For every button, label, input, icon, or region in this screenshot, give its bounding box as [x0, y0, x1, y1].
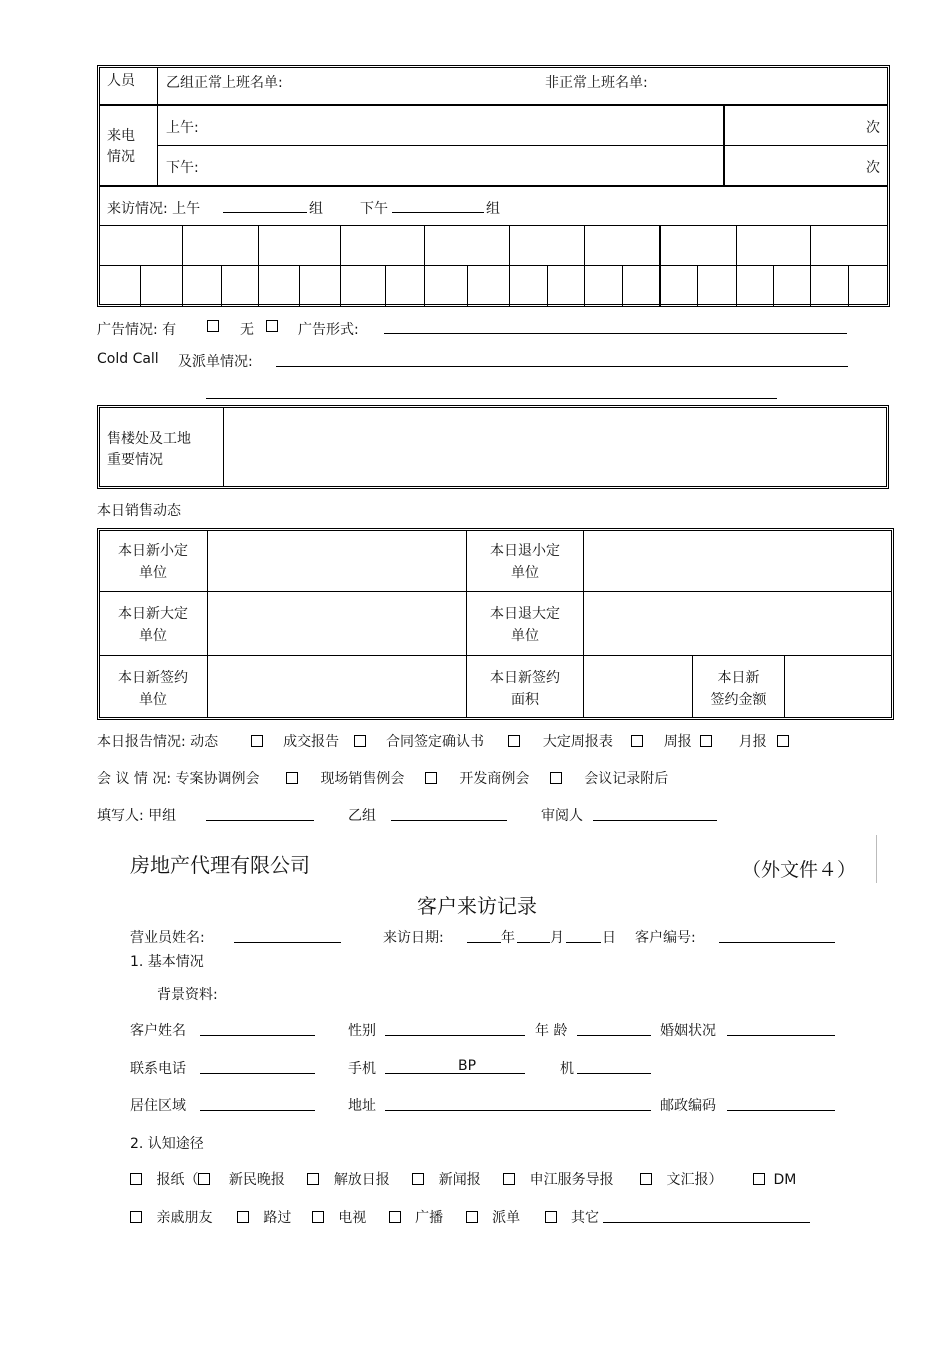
visits-morning-unit: 组	[309, 201, 323, 217]
section1-title: 1. 基本情况	[130, 954, 204, 970]
section2-title: 2. 认知途径	[130, 1136, 204, 1152]
form-title: 客户来访记录	[417, 894, 537, 918]
grid-col	[736, 226, 737, 306]
row-divider	[99, 185, 888, 187]
afternoon-calls-label: 下午:	[166, 160, 199, 176]
report-monthly-checkbox[interactable]	[777, 735, 789, 747]
marital-label: 婚姻状况	[660, 1023, 716, 1039]
return-small-deposit-label	[467, 540, 583, 584]
grid-col	[848, 266, 849, 306]
row-divider	[99, 591, 892, 592]
channel-label: 文汇报）	[666, 1172, 723, 1188]
cell-line: 本日新小定	[118, 543, 188, 559]
signing-area-label	[467, 667, 583, 711]
grid-col	[258, 226, 259, 306]
report-weekly-checkbox[interactable]	[700, 735, 712, 747]
day-label: 日	[602, 930, 616, 946]
visits-afternoon-label: 下午	[360, 201, 388, 217]
attachment-label: （外文件４）	[742, 859, 857, 881]
visit-date-label: 来访日期:	[383, 930, 444, 946]
radio-checkbox[interactable]	[389, 1211, 401, 1223]
visits-afternoon-unit: 组	[486, 201, 500, 217]
visits-morning-blank[interactable]	[223, 212, 307, 213]
grid-col	[697, 266, 698, 306]
channel-label: 解放日报	[333, 1172, 390, 1188]
meeting-developer-checkbox[interactable]	[550, 772, 562, 784]
company-name: 房地产代理有限公司	[130, 853, 310, 877]
personnel-label: 人员	[107, 73, 135, 89]
visits-afternoon-blank[interactable]	[392, 212, 484, 213]
site-situation-box	[97, 405, 889, 489]
morning-times-unit: 次	[866, 120, 880, 136]
grid-col	[385, 266, 386, 306]
col-divider	[223, 407, 224, 487]
report-item: 成交报告	[283, 734, 340, 750]
phone-label: 联系电话	[130, 1061, 186, 1077]
age-blank[interactable]	[577, 1035, 651, 1036]
jiefang-checkbox[interactable]	[307, 1173, 319, 1185]
report-weekly-big-checkbox[interactable]	[631, 735, 643, 747]
grid-col	[810, 226, 811, 306]
year-label: 年	[501, 930, 515, 946]
visits-label: 来访情况: 上午	[107, 201, 201, 217]
channels-row-2	[130, 1207, 599, 1227]
gender-label: 性别	[348, 1023, 376, 1039]
meeting-item: 会议记录附后	[584, 771, 669, 787]
cell-line: 本日新	[717, 670, 760, 686]
grid-col	[182, 226, 183, 306]
salesperson-blank[interactable]	[234, 942, 341, 943]
channel-label: 路过	[263, 1210, 292, 1226]
client-no-label: 客户编号:	[635, 930, 696, 946]
other-blank[interactable]	[603, 1222, 810, 1223]
channel-label: 新民晚报	[228, 1172, 285, 1188]
postcode-label: 邮政编码	[660, 1098, 716, 1114]
grid-col	[467, 266, 468, 306]
grid-col	[299, 266, 300, 306]
background-label: 背景资料:	[157, 987, 218, 1003]
machine-label: 机	[560, 1061, 574, 1077]
report-line	[97, 731, 789, 751]
ads-form-blank[interactable]	[384, 333, 847, 334]
col-divider	[723, 105, 725, 185]
newspaper-checkbox[interactable]	[130, 1173, 142, 1185]
afternoon-times-unit: 次	[866, 160, 880, 176]
ads-form-label: 广告形式:	[298, 322, 359, 338]
report-dynamic-checkbox[interactable]	[251, 735, 263, 747]
cold-call-blank-2[interactable]	[206, 398, 777, 399]
meeting-item: 开发商例会	[459, 771, 530, 787]
mobile-blank[interactable]	[385, 1073, 525, 1074]
xinmin-checkbox[interactable]	[198, 1173, 210, 1185]
ads-yes-checkbox[interactable]	[207, 320, 219, 332]
return-big-deposit-label	[467, 603, 583, 647]
ads-no-checkbox[interactable]	[266, 320, 278, 332]
grid-col	[424, 226, 425, 306]
cell-line: 本日退小定	[490, 543, 560, 559]
salesperson-label: 营业员姓名:	[130, 930, 205, 946]
flyer-label: 及派单情况:	[178, 354, 253, 370]
cold-call-blank[interactable]	[276, 366, 848, 367]
new-signing-label	[99, 667, 207, 711]
grid-col	[509, 226, 510, 306]
grid-col	[340, 226, 341, 306]
channel-label: 电视	[338, 1210, 367, 1226]
ads-no-label: 无	[240, 322, 254, 338]
new-big-deposit-label	[99, 603, 207, 647]
group-b-label: 乙组	[348, 808, 376, 824]
cell-line: 本日退大定	[490, 606, 560, 622]
site-label-line1: 售楼处及工地	[107, 431, 191, 447]
bp-label: BP	[458, 1058, 477, 1074]
row-divider	[99, 265, 888, 266]
marital-blank[interactable]	[727, 1035, 835, 1036]
wenhui-checkbox[interactable]	[640, 1173, 652, 1185]
cell-line: 签约金额	[710, 692, 767, 708]
district-blank[interactable]	[200, 1110, 315, 1111]
report-item: 合同签定确认书	[385, 734, 484, 750]
channel-label: 其它	[570, 1210, 599, 1226]
cell-line: 本日新签约	[118, 670, 188, 686]
district-label: 居住区域	[130, 1098, 186, 1114]
abnormal-list-label: 非正常上班名单:	[545, 75, 648, 91]
phone-blank[interactable]	[200, 1073, 315, 1074]
cold-call-label: Cold Call	[97, 351, 159, 367]
row-divider	[157, 145, 888, 146]
meeting-onsite-checkbox[interactable]	[425, 772, 437, 784]
report-contract-checkbox[interactable]	[508, 735, 520, 747]
xinwen-checkbox[interactable]	[412, 1173, 424, 1185]
col-divider	[784, 656, 785, 718]
age-label: 年 龄	[535, 1023, 568, 1039]
cell-line: 单位	[139, 565, 167, 581]
meeting-line	[97, 768, 668, 788]
col-divider	[207, 530, 208, 718]
new-small-deposit-label	[99, 540, 207, 584]
address-label: 地址	[348, 1098, 376, 1114]
flyer-checkbox[interactable]	[466, 1211, 478, 1223]
day-blank[interactable]	[566, 942, 601, 943]
meeting-item: 现场销售例会	[320, 771, 405, 787]
report-item: 月报	[738, 734, 767, 750]
signing-amount-label	[693, 667, 784, 711]
reviewer-blank[interactable]	[593, 820, 717, 821]
filled-by-label: 填写人: 甲组	[97, 808, 177, 824]
cell-line: 单位	[511, 565, 539, 581]
site-label-line2: 重要情况	[107, 452, 163, 468]
row-divider	[99, 655, 892, 656]
client-name-blank[interactable]	[200, 1035, 315, 1036]
sales-section-title: 本日销售动态	[97, 503, 181, 519]
bp-blank[interactable]	[577, 1073, 651, 1074]
morning-calls-label: 上午:	[166, 120, 199, 136]
channel-label: 报纸（	[156, 1172, 199, 1188]
shenjiang-checkbox[interactable]	[503, 1173, 515, 1185]
group-b-blank[interactable]	[391, 820, 507, 821]
client-name-label: 客户姓名	[130, 1023, 186, 1039]
report-deal-checkbox[interactable]	[354, 735, 366, 747]
col-divider	[157, 67, 158, 185]
ads-label: 广告情况: 有	[97, 322, 177, 338]
channel-label: 申江服务导报	[529, 1172, 614, 1188]
col-divider	[583, 530, 584, 718]
grid-col	[584, 226, 585, 306]
grid-col	[659, 226, 661, 306]
edge-mark	[876, 835, 877, 883]
normal-list-label: 乙组正常上班名单:	[166, 75, 283, 91]
grid-col	[622, 266, 623, 306]
channel-label: 派单	[492, 1210, 521, 1226]
report-label: 本日报告情况: 动态	[97, 734, 219, 750]
month-blank[interactable]	[517, 942, 550, 943]
row-divider	[99, 104, 888, 106]
grid-col	[773, 266, 774, 306]
address-blank[interactable]	[385, 1110, 651, 1111]
channel-label: 亲戚朋友	[156, 1210, 213, 1226]
dm-checkbox[interactable]	[753, 1173, 765, 1185]
meeting-label: 会 议 情 况: 专案协调例会	[97, 771, 260, 787]
grid-col	[221, 266, 222, 306]
tv-checkbox[interactable]	[312, 1211, 324, 1223]
cell-line: 面积	[511, 692, 539, 708]
year-blank[interactable]	[467, 942, 501, 943]
grid-col	[140, 266, 141, 306]
group-a-blank[interactable]	[206, 820, 314, 821]
report-item: 周报	[663, 734, 692, 750]
cell-line: 单位	[139, 692, 167, 708]
row-divider	[99, 225, 888, 226]
report-item: 大定周报表	[542, 734, 613, 750]
passing-checkbox[interactable]	[237, 1211, 249, 1223]
meeting-project-checkbox[interactable]	[286, 772, 298, 784]
channel-label: DM	[773, 1172, 797, 1188]
channels-row-1	[130, 1169, 796, 1189]
gender-blank[interactable]	[385, 1035, 525, 1036]
grid-col	[547, 266, 548, 306]
cell-line: 单位	[511, 628, 539, 644]
friends-checkbox[interactable]	[130, 1211, 142, 1223]
client-no-blank[interactable]	[719, 942, 835, 943]
cell-line: 本日新签约	[490, 670, 560, 686]
calls-label: 来电情况	[107, 128, 135, 165]
postcode-blank[interactable]	[727, 1110, 835, 1111]
cell-line: 本日新大定	[118, 606, 188, 622]
cell-line: 单位	[139, 628, 167, 644]
channel-label: 广播	[415, 1210, 444, 1226]
other-checkbox[interactable]	[545, 1211, 557, 1223]
reviewer-label: 审阅人	[541, 808, 583, 824]
month-label: 月	[550, 930, 564, 946]
mobile-label: 手机	[348, 1061, 376, 1077]
channel-label: 新闻报	[438, 1172, 481, 1188]
